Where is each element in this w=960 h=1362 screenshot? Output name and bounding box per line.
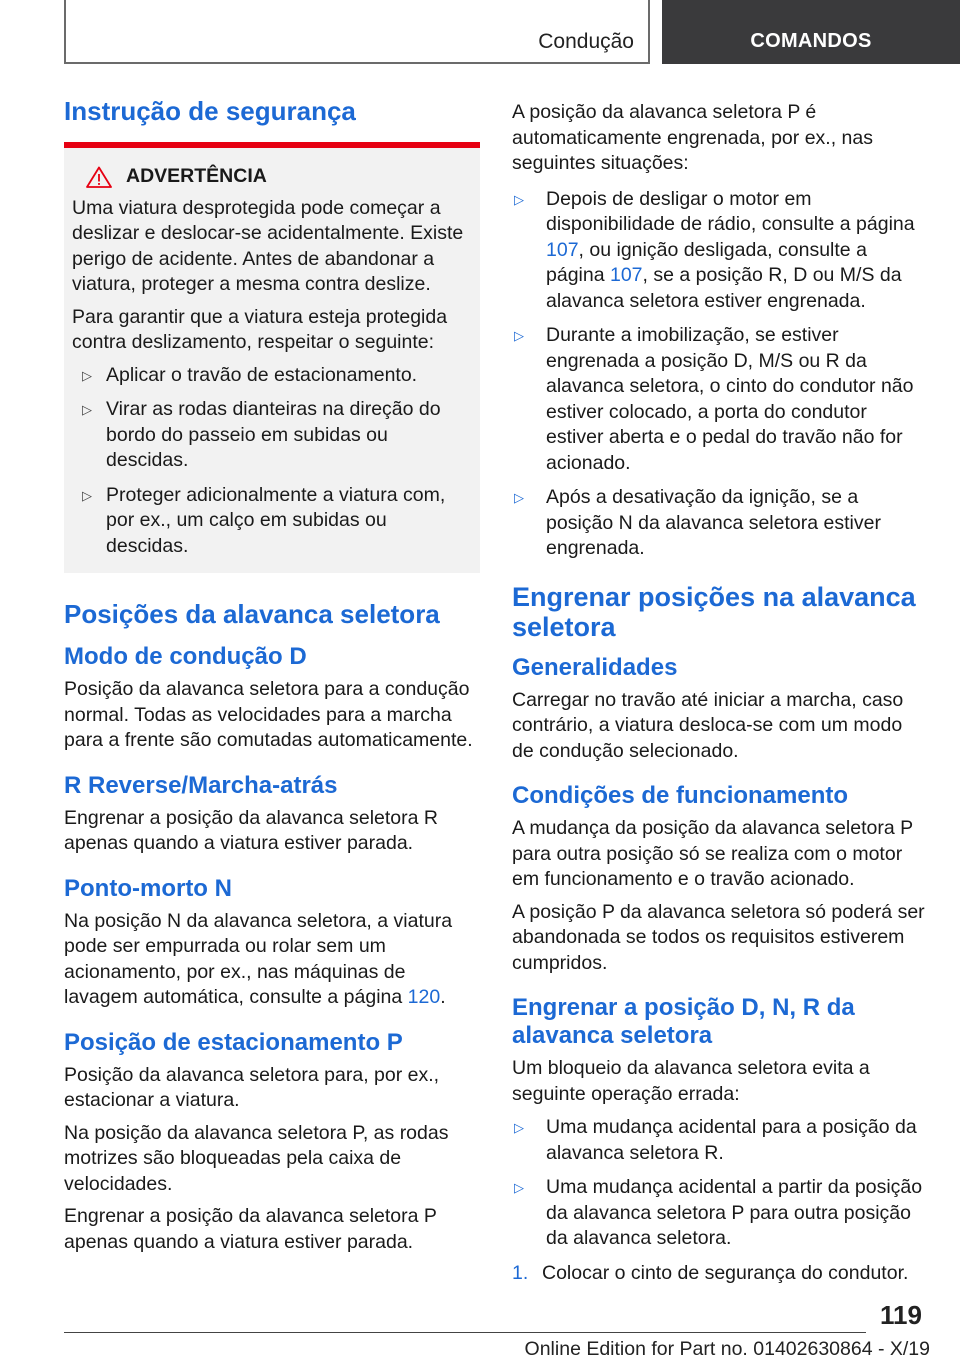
list-item xyxy=(72,483,472,560)
page-link-120[interactable]: 120 xyxy=(407,986,441,1008)
header-section-title: Condução xyxy=(538,30,634,53)
warning-triangle-icon xyxy=(86,166,112,188)
warning-list xyxy=(72,363,472,560)
park-text-2: Na posição da alavanca seletora P, as rodas motrizes são bloqueadas pela caixa de velocidades. xyxy=(64,1121,449,1195)
list-item-text: Uma mudança acidental para a posição da alavanca seletora R. xyxy=(546,1116,917,1164)
drive-heading: Modo de condução D xyxy=(64,643,307,670)
triangle-bullet-icon: ▷ xyxy=(514,490,524,505)
warning-text-1: Uma viatura desprotegida pode começar a deslizar e deslocar-se acidentalmente. Existe perigo de acidente. Antes de abandonar a viatura, proteger a mesma contra deslize. xyxy=(72,196,464,295)
warning-title-row xyxy=(72,164,472,190)
page-number: 119 xyxy=(880,1300,922,1330)
list-item-text: Depois de desligar o motor em disponibilidade de rádio, consulte a página xyxy=(546,187,915,235)
neutral-text-end: . xyxy=(440,986,446,1008)
conditions-heading: Condições de funcionamento xyxy=(512,782,849,809)
list-item xyxy=(72,397,472,474)
dnr-heading: Engrenar a posição D, N, R da alavanca seletora xyxy=(512,994,855,1049)
list-item xyxy=(512,323,928,476)
list-item-text: Após a desativação da ignição, se a posição N da alavanca seletora estiver engrenada. xyxy=(546,486,881,559)
warning-text-2: Para garantir que a viatura esteja protegida contra deslizamento, respeitar o seguinte: xyxy=(72,305,448,353)
footer-rule xyxy=(64,1332,866,1333)
warning-title: ADVERTÊNCIA xyxy=(126,165,267,187)
list-item-text: Durante a imobilização, se estiver engrenada a posição D, M/S ou R da alavanca seletora, o cinto do condutor não estiver colocado, a porta do condutor estiver aberta e o pedal do travão não for acionado. xyxy=(546,324,914,474)
reverse-text: Engrenar a posição da alavanca seletora R apenas quando a viatura estiver parada. xyxy=(64,806,438,854)
step-text: Colocar o cinto de segurança do condutor. xyxy=(542,1261,909,1284)
header-left-rule xyxy=(64,0,66,64)
reverse-heading: R Reverse/Marcha-atrás xyxy=(64,771,338,799)
positions-heading: Posições da alavanca seletora xyxy=(64,599,440,629)
list-item xyxy=(512,1115,928,1166)
auto-p-intro: A posição da alavanca seletora P é automaticamente engrenada, por ex., nas seguintes situações: xyxy=(512,101,873,174)
conditions-text-2: A posição P da alavanca seletora só poderá ser abandonada se todos os requisitos estiverem cumpridos. xyxy=(512,900,925,974)
left-column xyxy=(64,96,480,1262)
neutral-text-body: Na posição N da alavanca seletora, a viatura pode ser empurrada ou rolar sem um acionamento, por ex., nas máquinas de lavagem automática, consulte a página xyxy=(64,909,453,1008)
dnr-list xyxy=(512,1115,928,1252)
list-item-text: Uma mudança acidental a partir da posição da alavanca seletora P para outra posição da alavanca seletora. xyxy=(546,1176,923,1249)
header-chapter-tab[interactable] xyxy=(662,0,960,64)
dnr-text: Um bloqueio da alavanca seletora evita a seguinte operação errada: xyxy=(512,1057,870,1105)
right-column xyxy=(512,100,928,1294)
park-text-1: Posição da alavanca seletora para, por ex., estacionar a viatura. xyxy=(64,1063,440,1111)
step-item xyxy=(512,1261,928,1287)
list-item xyxy=(72,363,472,389)
triangle-bullet-icon: ▷ xyxy=(82,487,92,503)
triangle-bullet-icon: ▷ xyxy=(82,402,92,417)
triangle-bullet-icon: ▷ xyxy=(514,1180,524,1195)
safety-heading: Instrução de segurança xyxy=(64,96,356,126)
park-text-3: Engrenar a posição da alavanca seletora P apenas quando a viatura estiver parada. xyxy=(64,1205,437,1253)
list-item-text: Aplicar o travão de estacionamento. xyxy=(106,363,418,386)
triangle-bullet-icon: ▷ xyxy=(82,367,92,383)
conditions-text-1: A mudança da posição da alavanca seletora P para outra posição só se realiza com o motor em funcionamento e o travão acionado. xyxy=(512,817,913,890)
header-bottom-rule xyxy=(64,62,650,64)
auto-p-list xyxy=(512,187,928,562)
general-text: Carregar no travão até iniciar a marcha, caso contrário, a viatura desloca-se com um modo de condução selecionado. xyxy=(512,688,904,762)
footer-edition: Online Edition for Part no. 01402630864 - X/19 xyxy=(524,1338,930,1360)
steps-list xyxy=(512,1261,928,1287)
neutral-text xyxy=(64,909,480,1011)
park-heading: Posição de estacionamento P xyxy=(64,1028,403,1056)
triangle-bullet-icon: ▷ xyxy=(514,1120,524,1135)
warning-box xyxy=(64,142,480,573)
page-link-107[interactable]: 107 xyxy=(546,238,579,261)
list-item-text: Proteger adicionalmente a viatura com, por ex., um calço em subidas ou descidas. xyxy=(106,483,446,557)
list-item xyxy=(512,485,928,562)
header-right-rule xyxy=(648,0,650,64)
engage-heading: Engrenar posições na alavanca seletora xyxy=(512,581,916,642)
list-item-text: , se a posição R, D ou M/S da alavanca seletora estiver engrenada. xyxy=(546,264,902,312)
page-link-107[interactable]: 107 xyxy=(609,264,643,286)
list-item xyxy=(512,1175,928,1252)
step-number: 1. xyxy=(512,1261,529,1284)
neutral-heading: Ponto-morto N xyxy=(64,874,232,902)
drive-text: Posição da alavanca seletora para a condução normal. Todas as velocidades para a marcha para a frente são comutadas automaticamente. xyxy=(64,678,473,751)
list-item-text: Virar as rodas dianteiras na direção do bordo do passeio em subidas ou descidas. xyxy=(106,398,441,471)
general-heading: Generalidades xyxy=(512,653,678,681)
triangle-bullet-icon: ▷ xyxy=(514,191,524,207)
list-item xyxy=(512,187,928,315)
triangle-bullet-icon: ▷ xyxy=(514,328,524,343)
header-chapter-label: COMANDOS xyxy=(750,29,872,52)
list-item-text: , ou ignição desligada, consulte a página xyxy=(546,238,867,286)
